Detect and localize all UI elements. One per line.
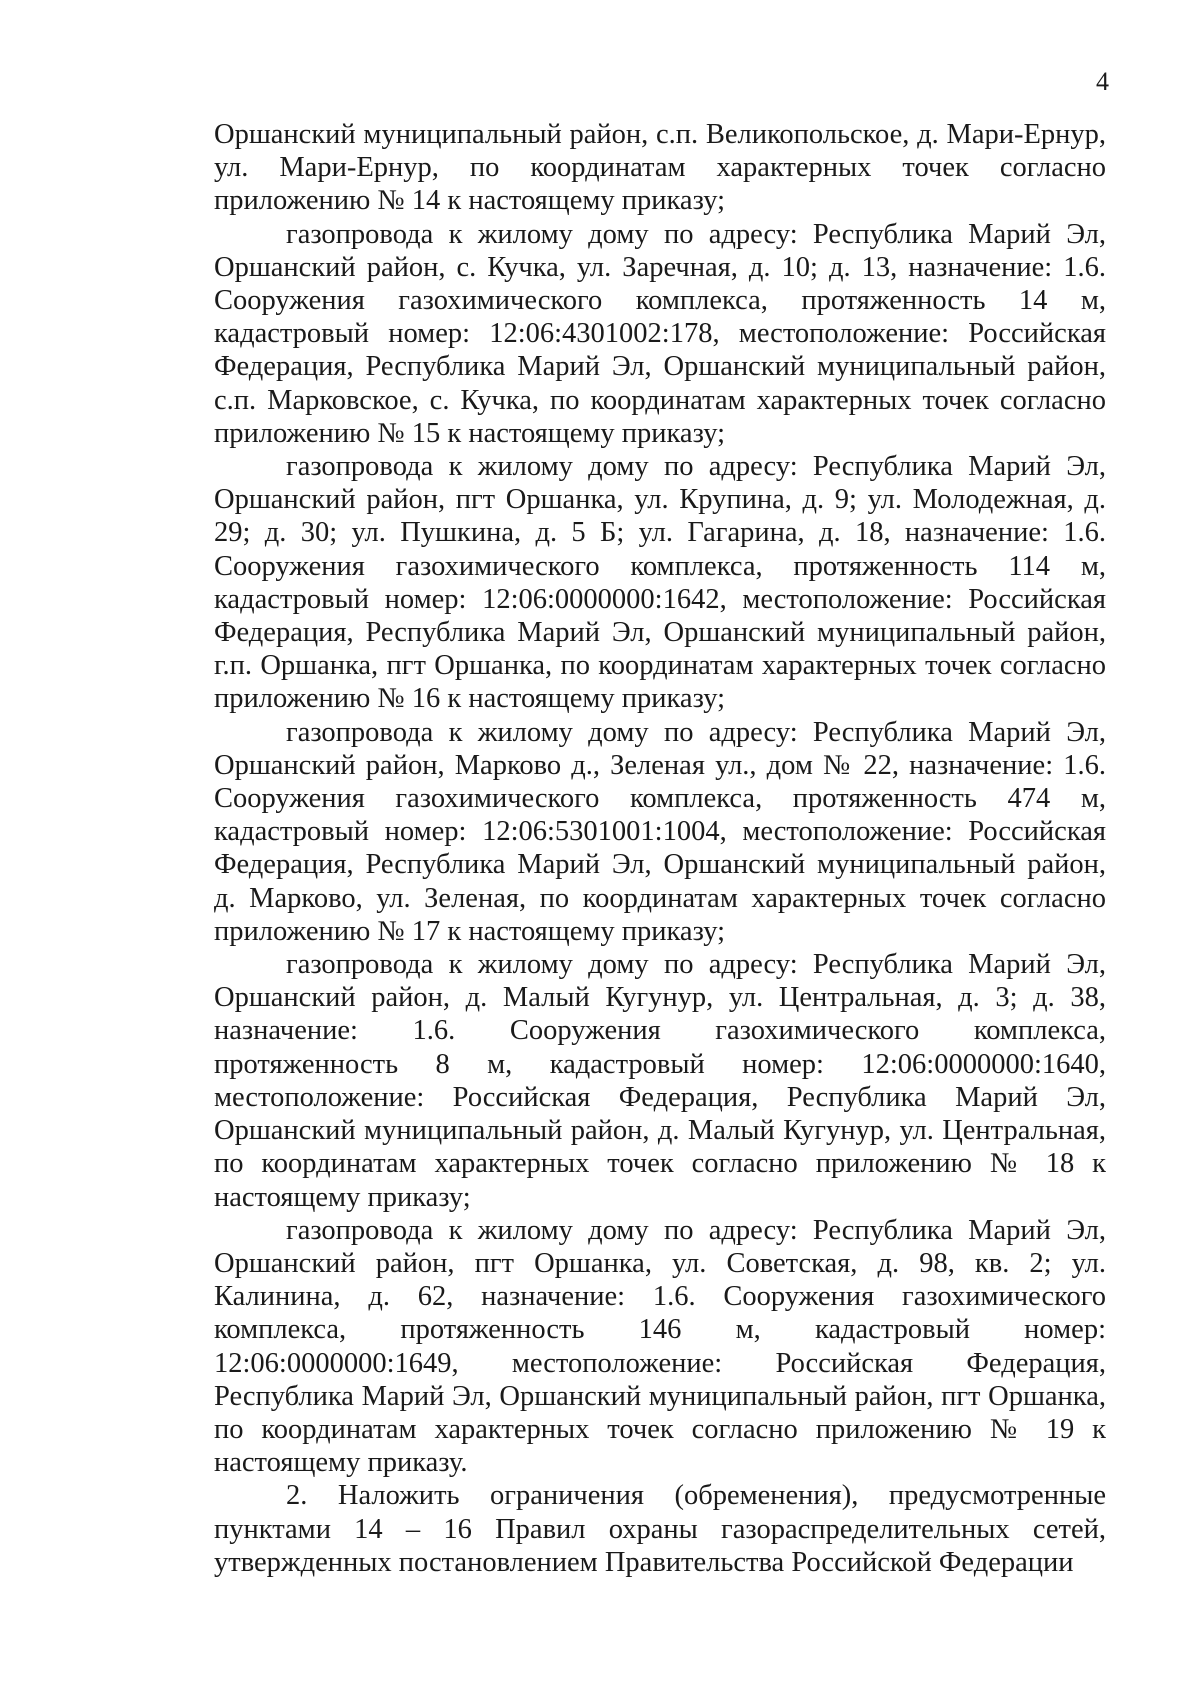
- document-body: [214, 118, 1106, 1579]
- paragraph-item-2-restrictions: 2. Наложить ограничения (обременения), предусмотренные пунктами 14 – 16 Правил охраны газораспределительных сетей, утвержденных постановлением Правительства Российской Федерации: [214, 1480, 1106, 1578]
- paragraph-gas-pipeline-maly-kugunur: газопровода к жилому дому по адресу: Республика Марий Эл, Оршанский район, д. Малый Кугунур, ул. Центральная, д. 3; д. 38, назначение: 1.6. Сооружения газохимического комплекса, протяженность 8 м, кадастровый номер: 12:06:0000000:1640, местоположение: Российская Федерация, Республика Марий Эл, Оршанский муниципальный район, д. Малый Кугунур, ул. Центральная, по координатам характерных точек согласно приложению № 18 к настоящему приказу;: [214, 949, 1106, 1213]
- paragraph-gas-pipeline-markovo: газопровода к жилому дому по адресу: Республика Марий Эл, Оршанский район, Марково д., Зеленая ул., дом № 22, назначение: 1.6. Сооружения газохимического комплекса, протяженность 474 м, кадастровый номер: 12:06:5301001:1004, местоположение: Российская Федерация, Республика Марий Эл, Оршанский муниципальный район, д. Марково, ул. Зеленая, по координатам характерных точек согласно приложению № 17 к настоящему приказу;: [214, 716, 1106, 947]
- paragraph-gas-pipeline-orshanka-sovetskaya: газопровода к жилому дому по адресу: Республика Марий Эл, Оршанский район, пгт Оршанка, ул. Советская, д. 98, кв. 2; ул. Калинина, д. 62, назначение: 1.6. Сооружения газохимического комплекса, протяженность 146 м, кадастровый номер: 12:06:0000000:1649, местоположение: Российская Федерация, Республика Марий Эл, Оршанский муниципальный район, пгт Оршанка, по координатам характерных точек согласно приложению № 19 к настоящему приказу.: [214, 1214, 1106, 1479]
- paragraph-gas-pipeline-orshanka-krupina: газопровода к жилому дому по адресу: Республика Марий Эл, Оршанский район, пгт Оршанка, ул. Крупина, д. 9; ул. Молодежная, д. 29; д. 30; ул. Пушкина, д. 5 Б; ул. Гагарина, д. 18, назначение: 1.6. Сооружения газохимического комплекса, протяженность 114 м, кадастровый номер: 12:06:0000000:1642, местоположение: Российская Федерация, Республика Марий Эл, Оршанский муниципальный район, г.п. Оршанка, пгт Оршанка, по координатам характерных точек согласно приложению № 16 к настоящему приказу;: [214, 451, 1106, 715]
- paragraph-continuation: Оршанский муниципальный район, с.п. Великопольское, д. Мари-Ернур, ул. Мари-Ернур, по координатам характерных точек согласно приложению № 14 к настоящему приказу;: [214, 119, 1106, 217]
- page-number: 4: [1096, 67, 1109, 96]
- paragraph-gas-pipeline-kuchka: газопровода к жилому дому по адресу: Республика Марий Эл, Оршанский район, с. Кучка, ул. Заречная, д. 10; д. 13, назначение: 1.6. Сооружения газохимического комплекса, протяженность 14 м, кадастровый номер: 12:06:4301002:178, местоположение: Российская Федерация, Республика Марий Эл, Оршанский муниципальный район, с.п. Марковское, с. Кучка, по координатам характерных точек согласно приложению № 15 к настоящему приказу;: [214, 218, 1106, 449]
